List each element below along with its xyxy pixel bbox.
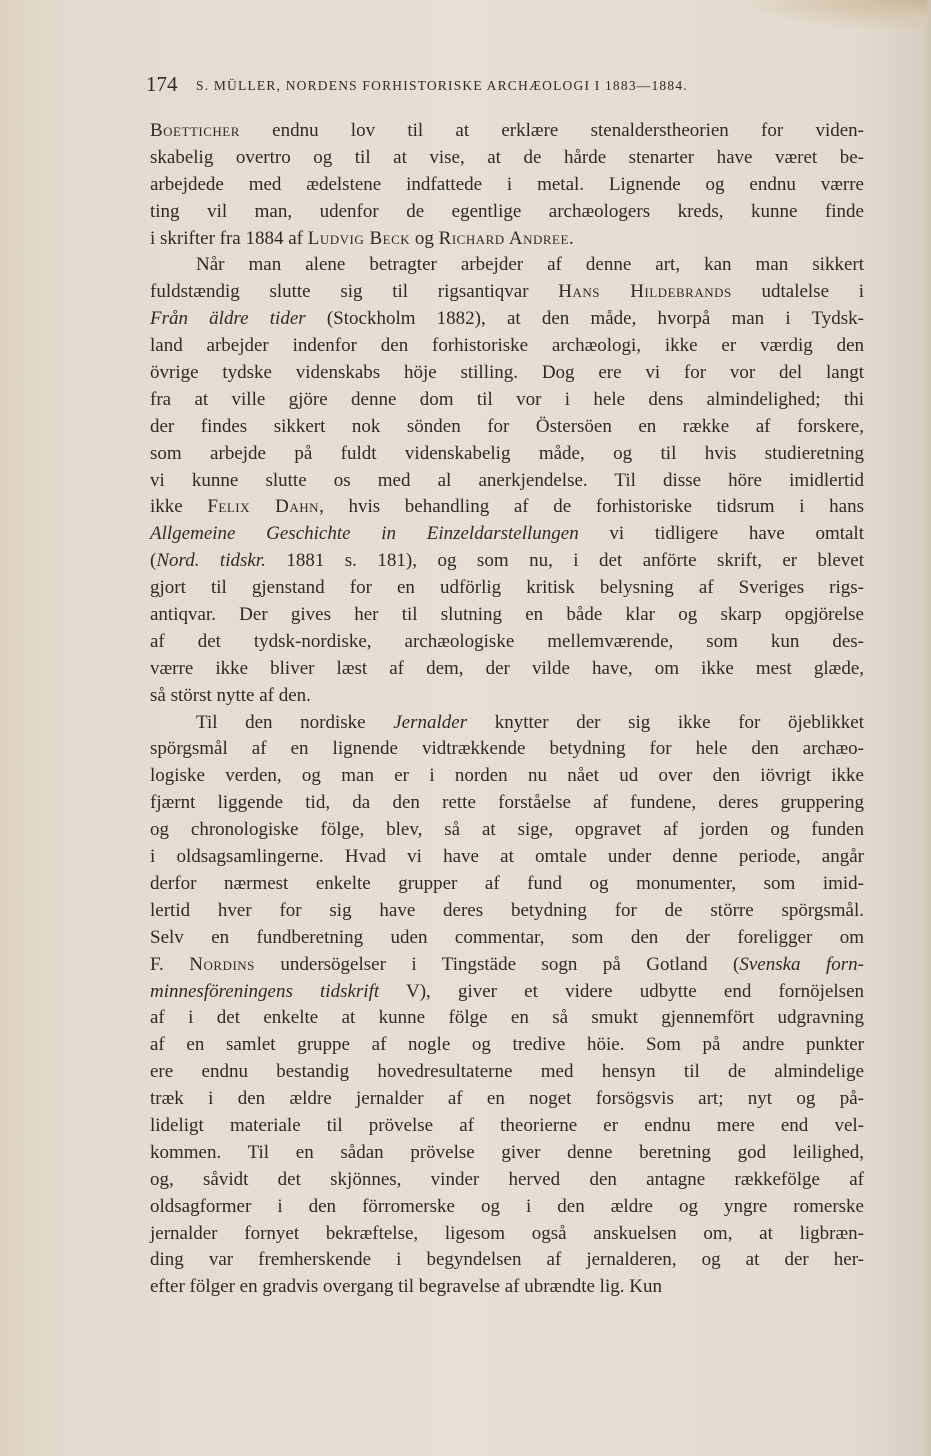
text-run: V), giver et videre udbytte end fornöjelsen [379,980,864,1002]
text-run: ( [150,550,157,572]
text-run: skabelig overtro og til at vise, at de hårde stenarter have været be- [150,146,864,168]
text-run: træk i den ældre jernalder af en noget forsögsvis art; nyt og på- [150,1088,864,1110]
proper-name: Felix Dahn [207,496,320,518]
text-run: og, såvidt det skjönnes, vinder herved den antagne rækkefölge af [150,1168,864,1190]
text-line [150,656,864,683]
page-edge [925,0,931,1456]
italic-title: Jernalder [393,711,468,733]
text-run: der findes sikkert nok sönden for Östersöen en række af forskere, [150,415,864,437]
page-number: 174 [146,72,178,96]
text-line [150,925,864,952]
water-stain [751,0,931,30]
text-run: derfor nærmest enkelte grupper af fund og monumenter, som imid- [150,872,864,894]
text-line [150,710,864,737]
paragraph [150,118,864,252]
text-run: endnu lov til at erklære stenalderstheorien for viden- [239,120,864,141]
text-run: Selv en fundberetning uden commentar, som den der foreligger om [150,926,864,948]
text-run: af i det enkelte at kunne fölge en så smukt gjennemfört udgravning [150,1007,864,1029]
text-line [150,333,864,360]
text-line [150,952,864,979]
proper-name: Hans Hildebrands [558,281,732,303]
text-run: oldsagformer i den förromerske og i den ældre og yngre romerske [150,1195,864,1217]
text-run: spörgsmål af en lignende vidtrækkende betydning for hele den archæo- [150,738,864,760]
text-run: fuldstændig slutte sig til rigsantiqvar [150,281,559,303]
italic-title: Svenska forn- [739,953,864,975]
text-line [150,252,864,279]
text-run: udtalelse i [731,281,865,303]
proper-name: Ludvig Beck [307,227,411,249]
text-line [150,468,864,495]
text-run: . [568,227,574,249]
text-run: af en samlet gruppe af nogle og tredive höie. Som på andre punkter [150,1034,864,1056]
italic-title: Allgemeine Geschichte in Einzeldarstellungen [150,523,579,545]
text-line [150,548,864,575]
text-line [150,199,864,226]
italic-title: Nord. tidskr. [156,550,266,572]
text-run: (Stockholm 1882), at den måde, hvorpå man i Tydsk- [305,308,864,330]
text-line [150,763,864,790]
text-run: gjort til gjenstand for en udförlig kritisk belysning af Sveriges rigs- [150,577,864,599]
running-title: S. MÜLLER, NORDENS FORHISTORISKE ARCHÆOLOGI I 1883—1884. [196,78,688,93]
text-run: F. [150,953,190,975]
text-line [150,1005,864,1032]
text-line [150,306,864,333]
text-run: Til den nordiske [196,711,394,733]
proper-name: Nordins [189,953,255,975]
text-line [150,1274,864,1301]
text-run: ikke [150,496,208,518]
text-line [150,1140,864,1167]
paragraph [150,252,864,709]
text-run: i skrifter fra 1884 af [150,227,308,249]
text-run: og [410,227,439,249]
text-run: fra at ville gjöre denne dom til vor i hele dens almindelighed; thi [150,388,864,410]
text-run: ting vil man, udenfor de egentlige archæologers kreds, kunne finde [150,200,864,222]
text-run: , hvis behandling af de forhistoriske tidsrum i hans [319,496,864,518]
proper-name: Boetticher [150,120,240,141]
text-line [150,414,864,441]
italic-title: Från äldre tider [150,308,306,330]
text-run: vi tidligere have omtalt [578,523,864,545]
text-line [150,1032,864,1059]
text-run: fjærnt liggende tid, da den rette forståelse af fundene, deres gruppering [150,792,864,814]
text-line [150,521,864,548]
text-line [150,441,864,468]
text-line [150,279,864,306]
text-line [150,387,864,414]
text-line [150,360,864,387]
text-line [150,871,864,898]
text-run: lertid hver for sig have deres betydning for de större spörgsmål. [150,899,864,921]
text-run: jernalder fornyet bekræftelse, ligesom også anskuelsen om, at ligbræn- [150,1222,864,1244]
text-line [150,145,864,172]
text-run: så störst nytte af den. [150,684,311,706]
italic-title: minnesföreningens tidskrift [150,980,380,1002]
text-line [150,172,864,199]
text-line [150,1221,864,1248]
text-run: ere endnu bestandig hovedresultaterne med hensyn til de almindelige [150,1061,864,1083]
text-run: övrige tydske videnskabs höje stilling. Dog ere vi for vor del langt [150,362,864,384]
text-line [150,1167,864,1194]
text-line [150,118,864,145]
text-run: knytter der sig ikke for öjeblikket [467,711,864,733]
text-run: vi kunne slutte os med al anerkjendelse. Til disse höre imidlertid [150,469,864,491]
text-line [150,602,864,629]
body-text [150,118,864,1301]
text-line [150,629,864,656]
text-line [150,898,864,925]
text-run: arbejdede med ædelstene indfattede i metal. Lignende og endnu værre [150,173,864,195]
text-run: værre ikke bliver læst af dem, der vilde have, om ikke mest glæde, [150,657,864,679]
text-line [150,844,864,871]
text-line [150,494,864,521]
text-run: ding var fremherskende i begyndelsen af jernalderen, og at der her- [150,1249,864,1271]
text-run: land arbejder indenfor den forhistoriske archæologi, ikke er værdig den [150,335,864,357]
text-line [150,575,864,602]
text-line [150,226,864,253]
text-line [150,736,864,763]
text-line [150,1194,864,1221]
running-header [146,70,866,100]
text-run: og chronologiske fölge, blev, så at sige, opgravet af jorden og funden [150,819,864,841]
text-run: lideligt materiale til prövelse af theorierne er endnu mere end vel- [150,1114,864,1136]
text-run: af det tydsk-nordiske, archæologiske mellemværende, som kun des- [150,630,864,652]
text-run: undersögelser i Tingstäde sogn på Gotland ( [254,953,740,975]
text-run: antiqvar. Der gives her til slutning en både klar og skarp opgjörelse [150,604,864,626]
text-line [150,790,864,817]
text-line [150,1113,864,1140]
text-line [150,1247,864,1274]
text-run: som arbejde på fuldt videnskabelig måde, og til hvis studieretning [150,442,864,464]
text-run: i oldsagsamlingerne. Hvad vi have at omtale under denne periode, angår [150,846,864,868]
text-run: efter fölger en gradvis overgang til begravelse af ubrændte lig. Kun [150,1276,662,1298]
text-line [150,1059,864,1086]
proper-name: Richard Andree [438,227,569,249]
text-line [150,683,864,710]
text-line [150,979,864,1006]
text-run: kommen. Til en sådan prövelse giver denne beretning god leilighed, [150,1141,864,1163]
text-line [150,817,864,844]
text-run: logiske verden, og man er i norden nu nået ud over den iövrigt ikke [150,765,864,787]
text-run: 1881 s. 181), og som nu, i det anförte skrift, er blevet [265,550,864,572]
text-run: Når man alene betragter arbejder af denne art, kan man sikkert [196,254,864,276]
paragraph [150,710,864,1302]
text-line [150,1086,864,1113]
